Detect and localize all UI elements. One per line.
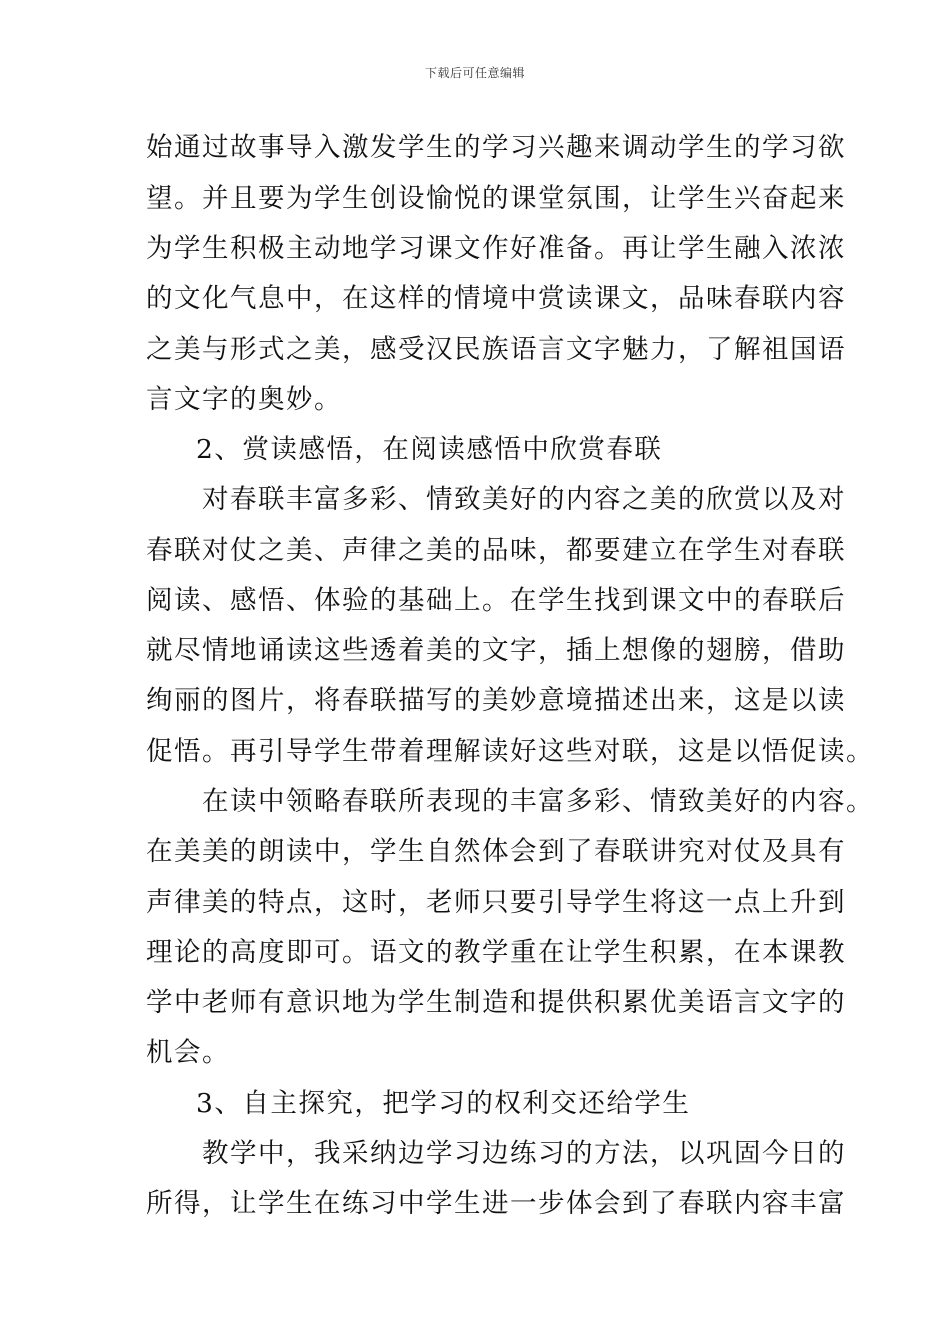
body-line: 声律美的特点，这时，老师只要引导学生将这一点上升到 [146,887,846,918]
body-line: 就尽情地诵读这些透着美的文字，插上想像的翅膀，借助 [146,635,846,666]
body-line: 教学中，我采纳边学习边练习的方法，以巩固今日的 [202,1138,846,1169]
body-line: 春联对仗之美、声律之美的品味，都要建立在学生对春联 [146,535,846,566]
body-line: 言文字的奥妙。 [146,384,342,415]
section-heading: 3、自主探究，把学习的权利交还给学生 [196,1088,691,1119]
page-header: 下载后可任意编辑 [424,66,525,80]
body-line: 望。并且要为学生创设愉悦的课堂氛围，让学生兴奋起来 [146,183,846,214]
body-line: 促悟。再引导学生带着理解读好这些对联，这是以悟促读。 [146,736,874,767]
body-line: 在美美的朗读中，学生自然体会到了春联讲究对仗及具有 [146,836,846,867]
body-line: 阅读、感悟、体验的基础上。在学生找到课文中的春联后 [146,585,846,616]
body-line: 对春联丰富多彩、情致美好的内容之美的欣赏以及对 [202,484,846,515]
body-line: 学中老师有意识地为学生制造和提供积累优美语言文字的 [146,987,846,1018]
body-line: 所得，让学生在练习中学生进一步体会到了春联内容丰富 [146,1188,846,1219]
body-line: 的文化气息中，在这样的情境中赏读课文，品味春联内容 [146,283,846,314]
body-line: 绚丽的图片，将春联描写的美妙意境描述出来，这是以读 [146,685,846,716]
section-heading: 2、赏读感悟，在阅读感悟中欣赏春联 [196,434,663,465]
body-line: 为学生积极主动地学习课文作好准备。再让学生融入浓浓 [146,233,846,264]
body-line: 始通过故事导入激发学生的学习兴趣来调动学生的学习欲 [146,132,846,163]
body-line: 机会。 [146,1037,230,1068]
body-line: 在读中领略春联所表现的丰富多彩、情致美好的内容。 [202,786,874,817]
body-line: 理论的高度即可。语文的教学重在让学生积累，在本课教 [146,937,846,968]
body-line: 之美与形式之美，感受汉民族语言文字魅力，了解祖国语 [146,334,846,365]
